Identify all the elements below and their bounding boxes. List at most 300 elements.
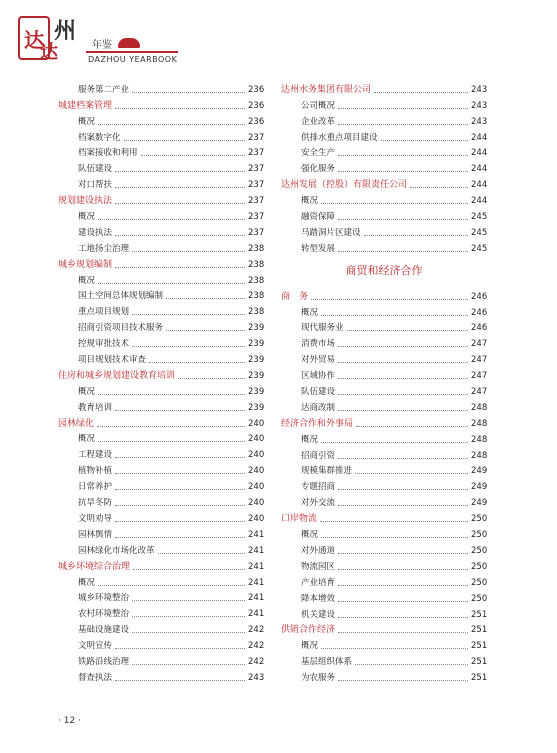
- dot-leader: [166, 297, 245, 299]
- toc-category-entry[interactable]: [281, 621, 487, 637]
- toc-page-number: 239: [248, 370, 265, 381]
- toc-entry[interactable]: [58, 509, 264, 525]
- dot-leader: [115, 456, 245, 458]
- toc-page-number: 249: [471, 498, 488, 509]
- toc-page-number: 241: [248, 529, 265, 540]
- dot-leader: [115, 202, 245, 204]
- toc-page-number: 244: [471, 132, 488, 143]
- toc-entry-title: 概况: [301, 196, 319, 207]
- dot-leader: [356, 425, 468, 427]
- toc-page-number: 242: [248, 656, 265, 667]
- toc-category-entry[interactable]: [58, 255, 264, 271]
- toc-entry[interactable]: [58, 207, 264, 223]
- toc-entry-title: 概况: [78, 116, 96, 127]
- toc-entry-title: 马踏洞片区建设: [301, 227, 361, 238]
- dot-leader: [410, 186, 468, 188]
- toc-entry-title: 园林绿化市场化改革: [78, 545, 155, 556]
- toc-entry[interactable]: [281, 239, 487, 255]
- toc-page-number: 243: [471, 100, 488, 111]
- toc-entry-title: 抗旱冬防: [78, 498, 113, 509]
- logo-character-zhou: 州: [54, 18, 77, 44]
- toc-page-number: 238: [248, 275, 265, 286]
- toc-page-number: 251: [471, 657, 488, 668]
- toc-entry-title: 对外交流: [301, 498, 336, 509]
- toc-page-number: 240: [248, 482, 265, 493]
- dot-leader: [141, 154, 245, 156]
- toc-entry[interactable]: [58, 493, 264, 509]
- toc-category-entry[interactable]: [281, 80, 487, 96]
- dot-leader: [320, 520, 468, 522]
- toc-page-number: 251: [471, 625, 488, 636]
- cloud-ornament-icon: [118, 38, 140, 48]
- dot-leader: [338, 568, 468, 570]
- toc-entry-title: 招商引资项目技术服务: [78, 323, 164, 334]
- toc-category-entry[interactable]: [58, 191, 264, 207]
- toc-entry[interactable]: [58, 223, 264, 239]
- toc-page-number: 248: [471, 450, 488, 461]
- toc-entry[interactable]: [281, 303, 487, 319]
- toc-entry-title: 供销合作经济: [281, 625, 336, 636]
- toc-page-number: 239: [248, 355, 265, 366]
- toc-page-number: 251: [471, 673, 488, 684]
- yearbook-label-en: DAZHOU YEARBOOK: [88, 55, 178, 64]
- toc-entry[interactable]: [58, 334, 264, 350]
- dot-leader: [132, 313, 245, 315]
- toc-page-number: 240: [248, 418, 265, 429]
- dot-leader: [115, 472, 245, 474]
- toc-page-number: 246: [471, 323, 488, 334]
- toc-page-number: 247: [471, 339, 488, 350]
- dot-leader: [124, 139, 245, 141]
- toc-page-number: 250: [471, 530, 488, 541]
- toc-left-column: [58, 80, 264, 684]
- toc-entry-title: 概况: [301, 641, 319, 652]
- page-number: · 12 ·: [58, 716, 81, 726]
- logo-character-da: 达: [40, 42, 58, 63]
- toc-entry-title: 城乡环境整治: [78, 593, 130, 604]
- toc-entry[interactable]: [281, 96, 487, 112]
- toc-page-number: 241: [248, 545, 265, 556]
- toc-entry[interactable]: [281, 366, 487, 382]
- dot-leader: [98, 123, 245, 125]
- dot-leader: [338, 218, 468, 220]
- dot-leader: [115, 170, 245, 172]
- toc-category-entry[interactable]: [58, 414, 264, 430]
- dot-leader: [338, 616, 468, 618]
- toc-entry-title: 队伍建设: [78, 164, 113, 175]
- toc-page-number: 240: [248, 466, 265, 477]
- toc-entry-title: 招商引资: [301, 450, 336, 461]
- toc-entry[interactable]: [281, 652, 487, 668]
- toc-entry[interactable]: [58, 620, 264, 636]
- dot-leader: [98, 282, 245, 284]
- toc-entry-title: 住房和城乡规划建设教育培训: [58, 370, 176, 381]
- toc-entry-title: 达州水务集团有限公司: [281, 84, 372, 95]
- toc-page-number: 237: [248, 180, 265, 191]
- dot-leader: [338, 409, 468, 411]
- toc-entry-title: 概况: [78, 577, 96, 588]
- dot-leader: [321, 202, 468, 204]
- toc-page-number: 240: [248, 450, 265, 461]
- toc-category-entry[interactable]: [281, 509, 487, 525]
- toc-entry-title: 项目规划技术审查: [78, 355, 147, 366]
- toc-page-number: 246: [471, 291, 488, 302]
- toc-entry-title: 机关建设: [301, 609, 336, 620]
- dot-leader: [338, 377, 468, 379]
- toc-category-entry[interactable]: [58, 366, 264, 382]
- toc-entry[interactable]: [281, 398, 487, 414]
- toc-page-number: 250: [471, 561, 488, 572]
- toc-entry-title: 商 务: [281, 291, 309, 302]
- toc-entry-title: 控规审批技术: [78, 339, 130, 350]
- toc-entry[interactable]: [281, 446, 487, 462]
- toc-entry-title: 消费市场: [301, 339, 336, 350]
- toc-entry-title: 强化服务: [301, 164, 336, 175]
- toc-entry-title: 概况: [78, 275, 96, 286]
- toc-entry-title: 园林绿化: [58, 418, 95, 429]
- dot-leader: [132, 615, 245, 617]
- toc-entry[interactable]: [281, 573, 487, 589]
- toc-entry[interactable]: [281, 668, 487, 684]
- toc-entry-title: 建设执法: [78, 227, 113, 238]
- toc-page-number: 244: [471, 196, 488, 207]
- toc-page-number: 237: [248, 212, 265, 223]
- toc-page-number: 237: [248, 148, 265, 159]
- toc-page-number: 239: [248, 402, 265, 413]
- toc-entry-title: 教育培训: [78, 402, 113, 413]
- toc-entry-title: 规模集群推进: [301, 466, 353, 477]
- dot-leader: [98, 218, 245, 220]
- toc-entry-title: 对口帮扶: [78, 180, 113, 191]
- toc-page-number: 240: [248, 513, 265, 524]
- toc-entry-title: 公司概况: [301, 100, 336, 111]
- toc-entry-title: 降本增效: [301, 593, 336, 604]
- toc-entry[interactable]: [281, 477, 487, 493]
- toc-entry[interactable]: [58, 652, 264, 668]
- toc-page-number: 238: [248, 259, 265, 270]
- toc-page-number: 244: [471, 164, 488, 175]
- dot-leader: [338, 170, 468, 172]
- dot-leader: [338, 361, 468, 363]
- toc-entry-title: 城乡规划编制: [58, 259, 113, 270]
- toc-entry[interactable]: [281, 112, 487, 128]
- toc-page-number: 239: [248, 323, 265, 334]
- toc-entry-title: 转型发展: [301, 243, 336, 254]
- toc-page-number: 236: [248, 84, 265, 95]
- toc-page-number: 239: [248, 386, 265, 397]
- dot-leader: [115, 488, 245, 490]
- toc-page-number: 242: [248, 625, 265, 636]
- toc-entry[interactable]: [281, 589, 487, 605]
- dot-leader: [115, 536, 245, 538]
- toc-page-number: 236: [248, 116, 265, 127]
- toc-entry[interactable]: [281, 350, 487, 366]
- page-header: [0, 0, 557, 70]
- toc-entry[interactable]: [281, 128, 487, 144]
- dot-leader: [98, 440, 245, 442]
- dot-leader: [338, 250, 468, 252]
- toc-page-number: 249: [471, 466, 488, 477]
- toc-page-number: 250: [471, 545, 488, 556]
- dot-leader: [132, 599, 245, 601]
- toc-entry[interactable]: [281, 159, 487, 175]
- toc-page-number: 238: [248, 291, 265, 302]
- toc-entry-title: 队伍建设: [301, 387, 336, 398]
- dot-leader: [364, 234, 468, 236]
- toc-entry-title: 概况: [78, 212, 96, 223]
- toc-entry-title: 达州发展（控股）有限责任公司: [281, 180, 408, 191]
- toc-category-entry[interactable]: [58, 557, 264, 573]
- toc-entry-title: 基层组织体系: [301, 657, 353, 668]
- dot-leader: [321, 314, 468, 316]
- toc-page-number: 245: [471, 243, 488, 254]
- toc-entry[interactable]: [281, 493, 487, 509]
- toc-entry-title: 为农服务: [301, 673, 336, 684]
- toc-entry-title: 督查执法: [78, 672, 113, 683]
- toc-entry-title: 达商改制: [301, 402, 336, 413]
- toc-entry[interactable]: [281, 334, 487, 350]
- toc-entry-title: 工地扬尘治理: [78, 243, 130, 254]
- dot-leader: [115, 234, 245, 236]
- toc-entry-title: 重点项目规划: [78, 307, 130, 318]
- toc-entry[interactable]: [281, 144, 487, 160]
- dot-leader: [321, 647, 468, 649]
- toc-entry[interactable]: [281, 636, 487, 652]
- toc-page-number: 240: [248, 434, 265, 445]
- dot-leader: [338, 154, 468, 156]
- toc-entry-title: 区域协作: [301, 371, 336, 382]
- toc-page-number: 244: [471, 180, 488, 191]
- toc-page-number: 250: [471, 514, 488, 525]
- toc-entry-title: 园林舆情: [78, 529, 113, 540]
- toc-entry-title: 植物补植: [78, 466, 113, 477]
- dot-leader: [115, 520, 245, 522]
- toc-entry[interactable]: [58, 159, 264, 175]
- dot-leader: [338, 457, 468, 459]
- dot-leader: [338, 631, 468, 633]
- dot-leader: [374, 91, 468, 93]
- toc-entry-title: 概况: [301, 434, 319, 445]
- toc-entry[interactable]: [58, 461, 264, 477]
- toc-entry[interactable]: [58, 175, 264, 191]
- toc-entry[interactable]: [58, 80, 264, 96]
- toc-page-number: 246: [471, 307, 488, 318]
- toc-entry-title: 产业培育: [301, 577, 336, 588]
- dot-leader: [115, 266, 245, 268]
- dot-leader: [132, 345, 245, 347]
- toc-page-number: 249: [471, 482, 488, 493]
- toc-entry-title: 档案接收和利用: [78, 148, 138, 159]
- toc-entry[interactable]: [281, 541, 487, 557]
- toc-page-number: 240: [248, 498, 265, 509]
- dot-leader: [338, 345, 468, 347]
- toc-category-entry[interactable]: [281, 414, 487, 430]
- toc-page-number: 238: [248, 243, 265, 254]
- toc-entry-title: 对外通道: [301, 545, 336, 556]
- toc-entry[interactable]: [281, 525, 487, 541]
- dot-leader: [355, 472, 468, 474]
- toc-entry[interactable]: [58, 382, 264, 398]
- toc-page-number: 248: [471, 434, 488, 445]
- toc-entry[interactable]: [58, 398, 264, 414]
- header-divider: [86, 51, 178, 53]
- toc-entry-title: 概况: [301, 307, 319, 318]
- dot-leader: [98, 584, 245, 586]
- dot-leader: [347, 329, 468, 331]
- toc-page-number: 250: [471, 593, 488, 604]
- yearbook-label-cn: 年鉴: [92, 40, 112, 51]
- toc-entry-title: 农村环境整治: [78, 609, 130, 620]
- dot-leader: [115, 107, 245, 109]
- toc-entry-title: 铁路沿线治理: [78, 656, 130, 667]
- dot-leader: [115, 504, 245, 506]
- dot-leader: [115, 679, 245, 681]
- dot-leader: [97, 425, 245, 427]
- dot-leader: [115, 647, 245, 649]
- toc-entry[interactable]: [58, 144, 264, 160]
- toc-entry[interactable]: [58, 541, 264, 557]
- toc-entry[interactable]: [281, 191, 487, 207]
- toc-entry-title: 城乡环境综合治理: [58, 561, 131, 572]
- toc-entry[interactable]: [58, 525, 264, 541]
- toc-entry[interactable]: [58, 430, 264, 446]
- toc-entry[interactable]: [58, 239, 264, 255]
- dot-leader: [338, 107, 468, 109]
- toc-category-entry[interactable]: [281, 175, 487, 191]
- dot-leader: [338, 600, 468, 602]
- toc-entry-title: 档案数字化: [78, 132, 121, 143]
- toc-entry-title: 文明劝导: [78, 513, 113, 524]
- toc-entry[interactable]: [58, 589, 264, 605]
- toc-entry[interactable]: [58, 271, 264, 287]
- toc-page-number: 251: [471, 609, 488, 620]
- toc-page-number: 241: [248, 593, 265, 604]
- toc-entry[interactable]: [58, 604, 264, 620]
- toc-entry-title: 规划建设执法: [58, 196, 113, 207]
- toc-entry[interactable]: [58, 477, 264, 493]
- dazhou-logo-seal: 达: [18, 16, 50, 60]
- toc-category-entry[interactable]: [58, 96, 264, 112]
- dot-leader: [98, 393, 245, 395]
- toc-entry-title: 物流园区: [301, 561, 336, 572]
- toc-page-number: 243: [248, 672, 265, 683]
- dot-leader: [166, 329, 245, 331]
- toc-entry-title: 城建档案管理: [58, 100, 113, 111]
- toc-entry[interactable]: [58, 318, 264, 334]
- toc-entry[interactable]: [281, 430, 487, 446]
- toc-entry[interactable]: [281, 605, 487, 621]
- toc-entry[interactable]: [281, 557, 487, 573]
- dot-leader: [381, 139, 468, 141]
- toc-entry[interactable]: [281, 382, 487, 398]
- toc-page-number: 242: [248, 641, 265, 652]
- toc-entry[interactable]: [281, 319, 487, 335]
- toc-page-number: 241: [248, 609, 265, 620]
- toc-entry-title: 口岸物流: [281, 514, 318, 525]
- dot-leader: [338, 552, 468, 554]
- dot-leader: [132, 631, 245, 633]
- toc-page-number: 245: [471, 227, 488, 238]
- toc-page-number: 247: [471, 355, 488, 366]
- toc-entry[interactable]: [58, 350, 264, 366]
- toc-page-number: 241: [248, 577, 265, 588]
- dot-leader: [338, 123, 468, 125]
- toc-entry-title: 国土空间总体规划编制: [78, 291, 164, 302]
- toc-page-number: 241: [248, 561, 265, 572]
- toc-entry-title: 文明宣传: [78, 641, 113, 652]
- dot-leader: [149, 361, 245, 363]
- toc-page-number: 244: [471, 148, 488, 159]
- toc-page-number: 247: [471, 371, 488, 382]
- toc-entry-title: 基础设施建设: [78, 625, 130, 636]
- toc-page-number: 237: [248, 196, 265, 207]
- toc-entry[interactable]: [281, 462, 487, 478]
- toc-entry-title: 概况: [78, 434, 96, 445]
- toc-page-number: 250: [471, 577, 488, 588]
- toc-page-number: 243: [471, 84, 488, 95]
- toc-page-number: 247: [471, 387, 488, 398]
- toc-entry-title: 现代服务业: [301, 323, 344, 334]
- dot-leader: [132, 663, 245, 665]
- toc-section-heading: 商贸和经济合作: [345, 264, 423, 278]
- toc-entry[interactable]: [58, 668, 264, 684]
- toc-page-number: 238: [248, 307, 265, 318]
- toc-page-number: 236: [248, 100, 265, 111]
- dot-leader: [355, 663, 468, 665]
- dot-leader: [311, 298, 468, 300]
- toc-entry[interactable]: [58, 573, 264, 589]
- toc-page-number: 248: [471, 418, 488, 429]
- dot-leader: [338, 393, 468, 395]
- toc-page-number: 245: [471, 212, 488, 223]
- dot-leader: [321, 441, 468, 443]
- dot-leader: [132, 250, 245, 252]
- toc-entry[interactable]: [58, 302, 264, 318]
- toc-entry-title: 概况: [301, 530, 319, 541]
- dot-leader: [178, 377, 245, 379]
- dot-leader: [338, 488, 468, 490]
- toc-entry-title: 日常养护: [78, 482, 113, 493]
- dot-leader: [115, 186, 245, 188]
- dot-leader: [132, 91, 245, 93]
- dot-leader: [115, 409, 245, 411]
- toc-entry-title: 对外贸易: [301, 355, 336, 366]
- toc-entry-title: 经济合作和外事局: [281, 418, 354, 429]
- toc-entry[interactable]: [58, 636, 264, 652]
- toc-page-number: 237: [248, 227, 265, 238]
- dot-leader: [338, 504, 468, 506]
- toc-entry[interactable]: [58, 287, 264, 303]
- toc-entry[interactable]: [58, 112, 264, 128]
- toc-entry-title: 概况: [78, 386, 96, 397]
- toc-page-number: 237: [248, 164, 265, 175]
- toc-entry-title: 融资保障: [301, 212, 336, 223]
- toc-entry-title: 安全生产: [301, 148, 336, 159]
- toc-category-entry[interactable]: [281, 287, 487, 303]
- toc-right-column: [281, 80, 487, 684]
- toc-entry[interactable]: [281, 223, 487, 239]
- toc-entry[interactable]: [58, 445, 264, 461]
- dot-leader: [133, 568, 245, 570]
- toc-entry[interactable]: [281, 207, 487, 223]
- toc-entry-title: 供排水重点项目建设: [301, 132, 378, 143]
- toc-page-number: 243: [471, 116, 488, 127]
- toc-page-number: 251: [471, 641, 488, 652]
- toc-page-number: 237: [248, 132, 265, 143]
- toc-entry-title: 服务第二产业: [78, 84, 130, 95]
- toc-entry-title: 工程建设: [78, 450, 113, 461]
- toc-entry[interactable]: [58, 128, 264, 144]
